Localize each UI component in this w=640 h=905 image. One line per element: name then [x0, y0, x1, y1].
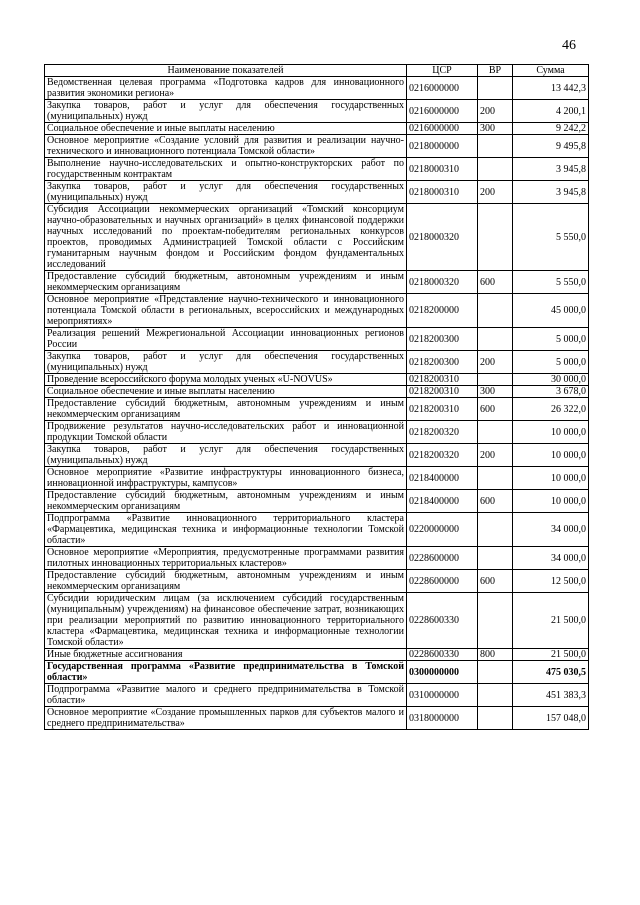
- cell-name: Подпрограмма «Развитие инновационного территориального кластера «Фармацевтика, медицинская техника и информационные технологии Томской области»: [45, 513, 407, 547]
- cell-name: Государственная программа «Развитие предпринимательства в Томской области»: [45, 661, 407, 684]
- cell-csr: 0218200300: [407, 351, 478, 374]
- header-vr: ВР: [478, 65, 513, 77]
- table-row: [45, 570, 589, 593]
- cell-sum: 5 550,0: [513, 204, 589, 271]
- cell-csr: 0218200000: [407, 294, 478, 328]
- cell-name: Закупка товаров, работ и услуг для обеспечения государственных (муниципальных) нужд: [45, 100, 407, 123]
- cell-name: Ведомственная целевая программа «Подготовка кадров для инновационного развития экономики региона»: [45, 77, 407, 100]
- cell-vr: 600: [478, 398, 513, 421]
- table-row: [45, 77, 589, 100]
- table-row: [45, 649, 589, 661]
- cell-csr: 0218200310: [407, 386, 478, 398]
- cell-sum: 34 000,0: [513, 513, 589, 547]
- cell-sum: 10 000,0: [513, 421, 589, 444]
- table-row: [45, 467, 589, 490]
- table-row: [45, 181, 589, 204]
- table-row: [45, 351, 589, 374]
- cell-sum: 26 322,0: [513, 398, 589, 421]
- cell-csr: 0216000000: [407, 123, 478, 135]
- header-csr: ЦСР: [407, 65, 478, 77]
- cell-sum: 4 200,1: [513, 100, 589, 123]
- cell-csr: 0318000000: [407, 707, 478, 730]
- cell-sum: 9 495,8: [513, 135, 589, 158]
- cell-name: Продвижение результатов научно-исследовательских работ и инновационной продукции Томской области: [45, 421, 407, 444]
- cell-vr: [478, 204, 513, 271]
- cell-csr: 0228600330: [407, 593, 478, 649]
- cell-csr: 0218200310: [407, 398, 478, 421]
- cell-vr: [478, 374, 513, 386]
- cell-name: Закупка товаров, работ и услуг для обеспечения государственных (муниципальных) нужд: [45, 181, 407, 204]
- table-row: [45, 547, 589, 570]
- table-row: [45, 294, 589, 328]
- cell-vr: [478, 547, 513, 570]
- cell-name: Основное мероприятие «Мероприятия, предусмотренные программами развития пилотных инновационных территориальных кластеров»: [45, 547, 407, 570]
- header-name: Наименование показателей: [45, 65, 407, 77]
- cell-csr: 0218200300: [407, 328, 478, 351]
- cell-name: Основное мероприятие «Развитие инфраструктуры инновационного бизнеса, инновационной инфраструктуры, кампусов»: [45, 467, 407, 490]
- cell-sum: 10 000,0: [513, 467, 589, 490]
- cell-vr: [478, 467, 513, 490]
- cell-vr: [478, 661, 513, 684]
- cell-sum: 10 000,0: [513, 490, 589, 513]
- table-row: [45, 490, 589, 513]
- table-row: [45, 328, 589, 351]
- table-header-row: [45, 65, 589, 77]
- table-row: [45, 135, 589, 158]
- cell-sum: 157 048,0: [513, 707, 589, 730]
- cell-vr: [478, 513, 513, 547]
- cell-name: Проведение всероссийского форума молодых ученых «U-NOVUS»: [45, 374, 407, 386]
- cell-name: Социальное обеспечение и иные выплаты населению: [45, 123, 407, 135]
- cell-name: Предоставление субсидий бюджетным, автономным учреждениям и иным некоммерческим организациям: [45, 398, 407, 421]
- table-row: [45, 707, 589, 730]
- cell-name: Основное мероприятие «Создание промышленных парков для субъектов малого и среднего предпринимательства»: [45, 707, 407, 730]
- cell-vr: [478, 135, 513, 158]
- table-row: [45, 374, 589, 386]
- cell-csr: 0228600000: [407, 570, 478, 593]
- cell-vr: 200: [478, 100, 513, 123]
- page-number: 46: [562, 38, 576, 53]
- cell-name: Предоставление субсидий бюджетным, автономным учреждениям и иным некоммерческим организациям: [45, 271, 407, 294]
- cell-name: Иные бюджетные ассигнования: [45, 649, 407, 661]
- table-row: [45, 444, 589, 467]
- cell-csr: 0218200320: [407, 444, 478, 467]
- table-row: [45, 661, 589, 684]
- cell-name: Закупка товаров, работ и услуг для обеспечения государственных (муниципальных) нужд: [45, 444, 407, 467]
- cell-csr: 0310000000: [407, 684, 478, 707]
- cell-vr: [478, 593, 513, 649]
- cell-vr: 200: [478, 351, 513, 374]
- cell-name: Предоставление субсидий бюджетным, автономным учреждениям и иным некоммерческим организациям: [45, 570, 407, 593]
- cell-vr: 800: [478, 649, 513, 661]
- cell-vr: [478, 328, 513, 351]
- cell-csr: 0218400000: [407, 467, 478, 490]
- cell-sum: 45 000,0: [513, 294, 589, 328]
- cell-name: Подпрограмма «Развитие малого и среднего предпринимательства в Томской области»: [45, 684, 407, 707]
- cell-vr: [478, 158, 513, 181]
- cell-csr: 0218200310: [407, 374, 478, 386]
- cell-sum: 5 550,0: [513, 271, 589, 294]
- cell-name: Закупка товаров, работ и услуг для обеспечения государственных (муниципальных) нужд: [45, 351, 407, 374]
- cell-csr: 0220000000: [407, 513, 478, 547]
- cell-csr: 0228600330: [407, 649, 478, 661]
- header-sum: Сумма: [513, 65, 589, 77]
- cell-vr: 300: [478, 123, 513, 135]
- cell-vr: [478, 421, 513, 444]
- cell-sum: 5 000,0: [513, 351, 589, 374]
- cell-name: Социальное обеспечение и иные выплаты населению: [45, 386, 407, 398]
- cell-csr: 0228600000: [407, 547, 478, 570]
- cell-csr: 0218000000: [407, 135, 478, 158]
- cell-vr: [478, 684, 513, 707]
- table-row: [45, 271, 589, 294]
- cell-vr: [478, 77, 513, 100]
- table-row: [45, 123, 589, 135]
- cell-sum: 21 500,0: [513, 649, 589, 661]
- cell-sum: 451 383,3: [513, 684, 589, 707]
- cell-name: Субсидии юридическим лицам (за исключением субсидий государственным (муниципальным) учреждениям) на финансовое обеспечение затрат, возникающих при реализации мероприятий по развитию инновационного территориального кластера «Фармацевтика, медицинская техника и информационные технологии Томской области»: [45, 593, 407, 649]
- table-row: [45, 386, 589, 398]
- cell-csr: 0300000000: [407, 661, 478, 684]
- table-row: [45, 593, 589, 649]
- budget-table: [44, 64, 589, 730]
- cell-sum: 3 945,8: [513, 158, 589, 181]
- cell-csr: 0218000310: [407, 181, 478, 204]
- cell-name: Реализация решений Межрегиональной Ассоциации инновационных регионов России: [45, 328, 407, 351]
- cell-sum: 9 242,2: [513, 123, 589, 135]
- cell-vr: 600: [478, 570, 513, 593]
- cell-sum: 30 000,0: [513, 374, 589, 386]
- cell-name: Выполнение научно-исследовательских и опытно-конструкторских работ по государственным контрактам: [45, 158, 407, 181]
- cell-sum: 13 442,3: [513, 77, 589, 100]
- cell-name: Основное мероприятие «Представление научно-технического и инновационного потенциала Томской области в региональных, всероссийских и международных мероприятиях»: [45, 294, 407, 328]
- cell-sum: 21 500,0: [513, 593, 589, 649]
- cell-sum: 5 000,0: [513, 328, 589, 351]
- table-row: [45, 513, 589, 547]
- table-row: [45, 158, 589, 181]
- cell-vr: 300: [478, 386, 513, 398]
- cell-name: Предоставление субсидий бюджетным, автономным учреждениям и иным некоммерческим организациям: [45, 490, 407, 513]
- cell-csr: 0218000320: [407, 271, 478, 294]
- table-row: [45, 684, 589, 707]
- table-row: [45, 421, 589, 444]
- cell-sum: 10 000,0: [513, 444, 589, 467]
- cell-csr: 0218000320: [407, 204, 478, 271]
- cell-sum: 3 678,0: [513, 386, 589, 398]
- cell-sum: 12 500,0: [513, 570, 589, 593]
- cell-csr: 0218400000: [407, 490, 478, 513]
- table-row: [45, 398, 589, 421]
- cell-csr: 0216000000: [407, 100, 478, 123]
- cell-sum: 475 030,5: [513, 661, 589, 684]
- table-body: [45, 77, 589, 730]
- cell-name: Основное мероприятие «Создание условий для развития и реализации научно-технического и инновационного потенциала Томской области»: [45, 135, 407, 158]
- cell-csr: 0218000310: [407, 158, 478, 181]
- cell-sum: 34 000,0: [513, 547, 589, 570]
- cell-csr: 0218200320: [407, 421, 478, 444]
- cell-vr: 600: [478, 271, 513, 294]
- cell-vr: 600: [478, 490, 513, 513]
- cell-vr: 200: [478, 181, 513, 204]
- table-row: [45, 100, 589, 123]
- cell-vr: [478, 294, 513, 328]
- cell-csr: 0216000000: [407, 77, 478, 100]
- table-row: [45, 204, 589, 271]
- cell-vr: 200: [478, 444, 513, 467]
- cell-name: Субсидия Ассоциации некоммерческих организаций «Томский консорциум научно-образовательных и научных организаций» в целях финансовой поддержки научных исследований по проектам-победителям региональных конкурсов проектов, проводимых Администрацией Томской области с Российским гуманитарным научным фондом и Российским фондом фундаментальных исследований: [45, 204, 407, 271]
- cell-vr: [478, 707, 513, 730]
- cell-sum: 3 945,8: [513, 181, 589, 204]
